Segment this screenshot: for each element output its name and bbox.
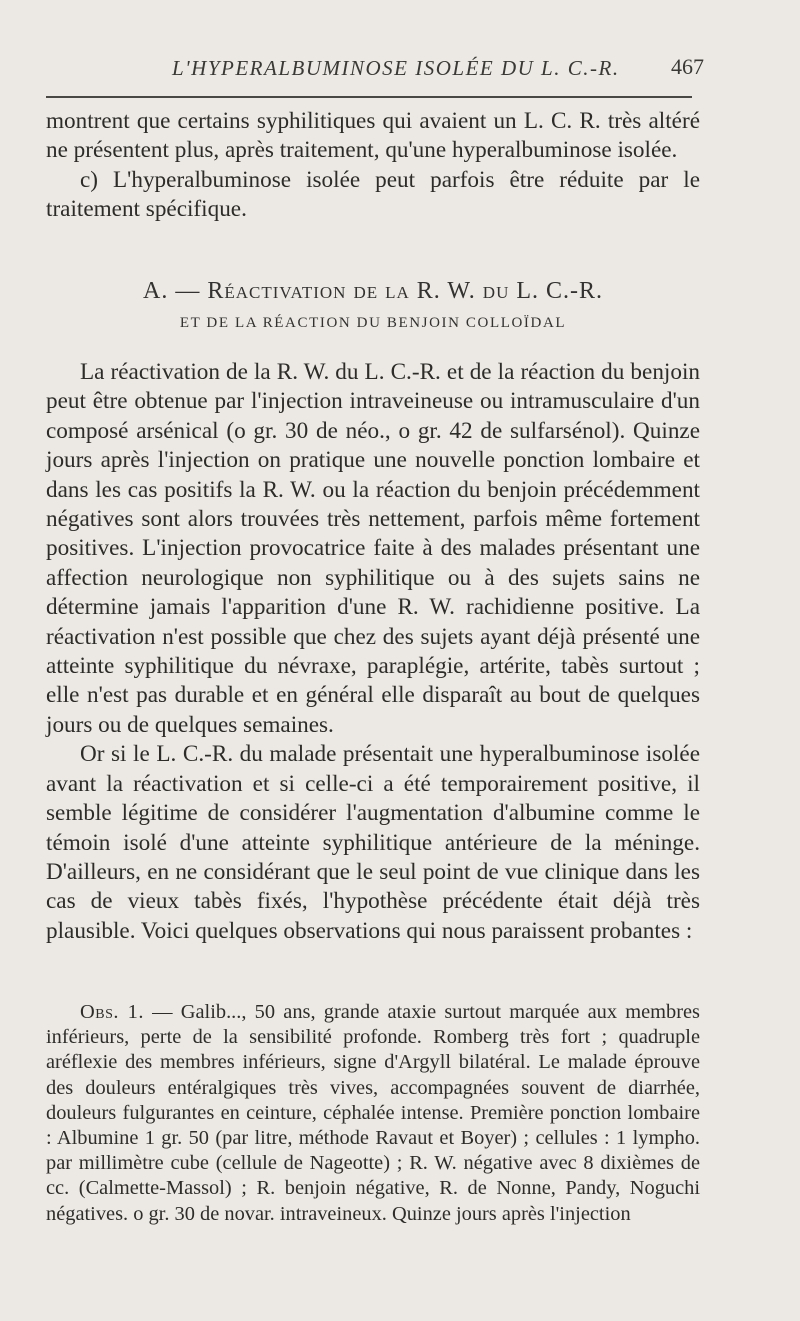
section-subheading: ET DE LA RÉACTION DU BENJOIN COLLOÏDAL: [179, 315, 567, 331]
continuation-paragraph: montrent que certains syphilitiques qui avaient un L. C. R. très altéré ne présentent plus, après traitement, qu'une hyperalbuminose isolée.: [46, 108, 700, 164]
running-title: L'HYPERALBUMINOSE ISOLÉE DU L. C.-R.: [172, 56, 620, 80]
page-header: [46, 50, 704, 90]
paragraph-hyperalbuminose: Or si le L. C.-R. du malade présentait une hyperalbuminose isolée avant la réactivation et si celle-ci a été temporairement positive, il semble légitime de considérer l'augmentation d'albumine comme le témoin isolé d'une atteinte syphilitique antérieure de la méninge. D'ailleurs, en ne considérant que le seul point de vue clinique dans les cas de vieux tabès fixés, l'hypothèse précédente était déjà très plausible. Voici quelques observations qui nous paraissent probantes :: [46, 741, 700, 944]
section-heading: A. — Réactivation de la R. W. du L. C.-R.: [142, 278, 604, 304]
observation-text: — Galib..., 50 ans, grande ataxie surtout marquée aux membres inférieurs, perte de la sensibilité profonde. Romberg très fort ; quadruple aréflexie des membres inférieurs, signe d'Argyll bilatéral. Le malade éprouve des douleurs entéralgiques très vives, accompagnées souvent de diarrhée, douleurs fulgurantes en ceinture, céphalée intense. Première ponction lombaire : Albumine 1 gr. 50 (par litre, méthode Ravaut et Boyer) ; cellules : 1 lympho. par millimètre cube (cellule de Nageotte) ; R. W. négative avec 8 dixièmes de cc. (Calmette-Massol) ; R. benjoin négative, R. de Nonne, Pandy, Noguchi négatives. o gr. 30 de novar. intraveineux. Quinze jours après l'injection: [46, 1001, 700, 1225]
list-item-c: c) L'hyperalbuminose isolée peut parfois être réduite par le traitement spécifique.: [46, 166, 700, 223]
page-number: 467: [671, 54, 704, 79]
observation-block: [46, 1000, 700, 1227]
observation-label: Obs. 1.: [80, 1001, 144, 1023]
main-text: [46, 358, 700, 946]
observation-paragraph: [46, 1000, 700, 1227]
paragraph-reactivation: La réactivation de la R. W. du L. C.-R. et de la réaction du benjoin peut être obtenue par l'injection intraveineuse ou intramusculaire d'un composé arsénical (o gr. 30 de néo., o gr. 42 de sulfarsénol). Quinze jours après l'injection on pratique une nouvelle ponction lombaire et dans les cas positifs la R. W. ou la réaction du benjoin précédemment négatives sont alors trouvées très nettement, parfois même fortement positives. L'injection provocatrice faite à des malades présentant une affection neurologique non syphilitique ou à des sujets sains ne détermine jamais l'apparition d'une R. W. rachidienne positive. La réactivation n'est possible que chez des sujets ayant déjà présenté une atteinte syphilitique du névraxe, paraplégie, artérite, tabès surtout ; elle n'est pas durable et en général elle disparaît au bout de quelques jours ou de quelques semaines.: [46, 359, 700, 738]
intro-block: [46, 107, 700, 225]
header-rule: [46, 96, 692, 98]
